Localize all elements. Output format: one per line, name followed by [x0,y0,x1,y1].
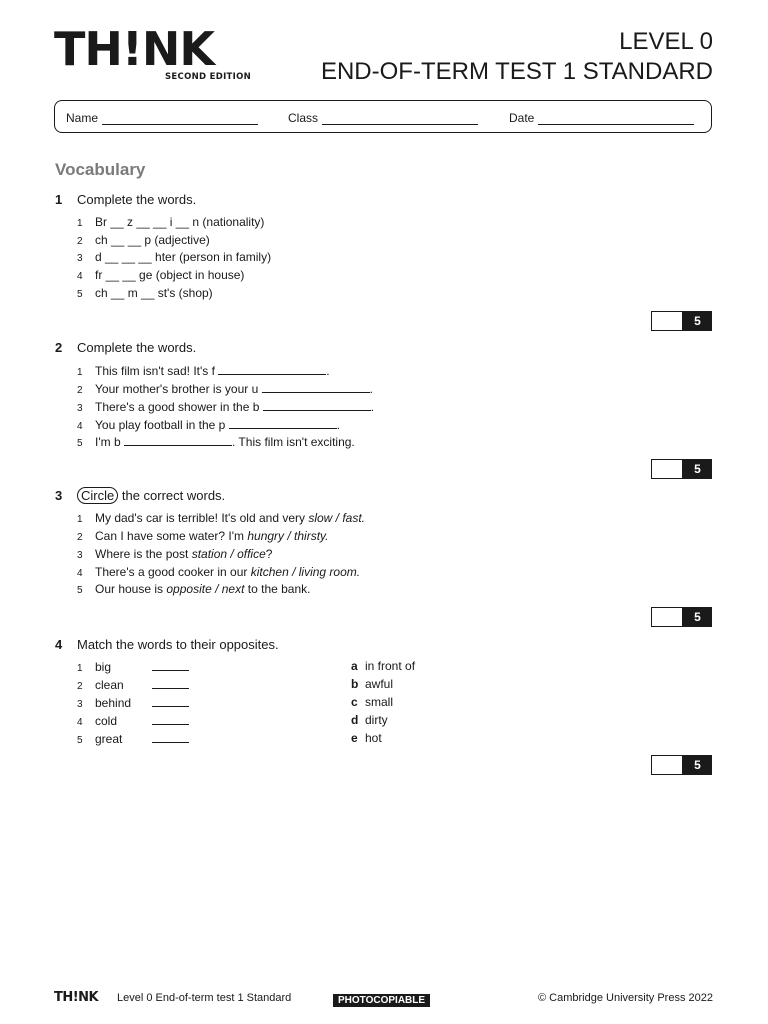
list-item [77,286,213,300]
answer-options[interactable]: opposite / next [166,582,245,596]
answer-blank[interactable] [262,381,370,393]
option-letter: d [351,713,359,727]
item-number: 2 [77,532,83,543]
match-word: clean [95,678,124,692]
list-item [77,529,329,543]
name-label: Name [66,111,99,125]
match-word: dirty [365,713,388,727]
question-3-heading [55,488,225,503]
score-entry[interactable] [651,459,683,479]
match-right-item [351,731,382,745]
list-item [77,250,271,264]
list-item [77,363,330,378]
item-text: Your mother's brother is your u [95,382,259,396]
copyright: © Cambridge University Press 2022 [537,992,713,1004]
item-text: There's a good shower in the b [95,400,260,414]
list-item [77,381,373,396]
item-number: 1 [77,663,83,674]
date-label: Date [509,111,535,125]
match-right-item [351,659,415,673]
question-2-heading [55,340,196,355]
section-title: Vocabulary [55,160,146,179]
answer-blank[interactable] [218,363,326,375]
item-text-after: . [336,418,341,432]
match-word: hot [365,731,382,745]
item-number: 5 [77,289,83,300]
score-max: 5 [683,755,712,775]
match-word: great [95,732,123,746]
test-level: LEVEL 0 [619,28,713,55]
match-right-item [351,713,388,727]
match-left-item [77,677,189,692]
item-text: This film isn't sad! It's f [95,364,215,378]
circle-word: Circle [77,487,118,504]
item-text-after: ? [265,547,273,561]
item-number: 2 [77,385,83,396]
match-word: big [95,660,112,674]
item-text: ch __ __ p (adjective) [95,233,210,247]
item-text: There's a good cooker in our [95,565,251,579]
question-1-heading [55,192,196,207]
match-word: behind [95,696,132,710]
test-title: END-OF-TERM TEST 1 STANDARD [320,58,713,85]
match-word: awful [365,677,394,691]
match-left-item [77,713,189,728]
class-input-line[interactable] [322,112,478,125]
item-number: 3 [77,403,83,414]
answer-options[interactable]: station / office [191,547,266,561]
item-text: Where is the post [95,547,192,561]
answer-options[interactable]: slow / fast. [308,511,366,525]
date-field [509,111,694,125]
answer-blank[interactable] [152,677,189,689]
list-item [77,268,244,282]
list-item [77,511,365,525]
question-instruction: Match the words to their opposites. [77,637,279,652]
score-max: 5 [683,459,712,479]
item-number: 5 [77,585,83,596]
list-item [77,215,264,229]
item-text-after: . [370,400,375,414]
question-instruction [77,487,225,504]
item-number: 4 [77,271,83,282]
item-text-after: . [369,382,373,396]
match-word: in front of [365,659,416,673]
item-text: You play football in the p [95,418,226,432]
score-entry[interactable] [651,607,683,627]
answer-blank[interactable] [152,695,189,707]
answer-blank[interactable] [152,659,189,671]
item-text: ch __ m __ st's (shop) [95,286,213,300]
item-number: 5 [77,438,83,449]
item-number: 2 [77,681,83,692]
item-number: 3 [77,253,83,264]
match-left-item [77,695,189,710]
match-left-item [77,659,189,674]
item-text: d __ __ __ hter (person in family) [95,250,272,264]
score-entry[interactable] [651,311,683,331]
item-number: 4 [77,568,83,579]
photocopiable-badge: PHOTOCOPIABLE [333,994,430,1007]
item-text-after: . This film isn't exciting. [231,435,355,449]
item-text-after: . [326,364,330,378]
match-word: small [365,695,394,709]
item-number: 1 [77,514,83,525]
question-number: 2 [55,340,63,355]
class-label: Class [288,111,319,125]
item-number: 5 [77,735,83,746]
item-number: 4 [77,717,83,728]
instruction-rest: the correct words. [118,488,226,503]
list-item [77,399,374,414]
question-4-heading [55,637,279,652]
class-field [288,111,478,125]
score-box-q1 [651,311,712,331]
item-number: 2 [77,236,83,247]
match-word: cold [95,714,118,728]
question-instruction: Complete the words. [77,340,197,355]
item-number: 3 [77,550,83,561]
date-input-line[interactable] [538,112,694,125]
footer-text: Level 0 End-of-term test 1 Standard [117,992,292,1004]
match-left-item [77,731,189,746]
name-input-line[interactable] [102,112,258,125]
option-letter: a [351,659,358,673]
answer-blank[interactable] [229,417,337,429]
item-number: 1 [77,218,83,229]
item-number: 1 [77,367,83,378]
answer-blank[interactable] [263,399,371,411]
item-number: 4 [77,421,83,432]
answer-blank[interactable] [152,713,189,725]
answer-options[interactable]: hungry / thirsty. [247,529,329,543]
list-item [77,417,340,432]
question-instruction: Complete the words. [77,192,197,207]
name-field [66,111,258,125]
item-text-after: to the bank. [244,582,311,596]
list-item [77,547,272,561]
question-number: 3 [55,488,63,503]
score-max: 5 [683,311,712,331]
list-item [77,233,210,247]
match-right-item [351,695,393,709]
item-text: Our house is [95,582,167,596]
list-item [77,565,360,579]
match-right-item [351,677,393,691]
score-entry[interactable] [651,755,683,775]
answer-blank[interactable] [152,731,189,743]
answer-blank[interactable] [124,434,232,446]
item-text: Can I have some water? I'm [95,529,248,543]
item-number: 3 [77,699,83,710]
question-number: 1 [55,192,63,207]
option-letter: b [351,677,359,691]
logo-edition: SECOND EDITION [165,72,252,82]
question-number: 4 [55,637,63,652]
option-letter: e [351,731,358,745]
item-text: I'm b [95,435,121,449]
list-item [77,434,355,449]
score-box-q2 [651,459,712,479]
score-box-q4 [651,755,712,775]
footer-logo: TH!NK [54,990,99,1005]
list-item [77,582,310,596]
item-text: My dad's car is terrible! It's old and very [95,511,309,525]
item-text: Br __ z __ __ i __ n (nationality) [95,215,265,229]
option-letter: c [351,695,358,709]
answer-options[interactable]: kitchen / living room. [250,565,361,579]
score-max: 5 [683,607,712,627]
score-box-q3 [651,607,712,627]
think-logo: TH!NK [54,22,214,76]
item-text: fr __ __ ge (object in house) [95,268,245,282]
